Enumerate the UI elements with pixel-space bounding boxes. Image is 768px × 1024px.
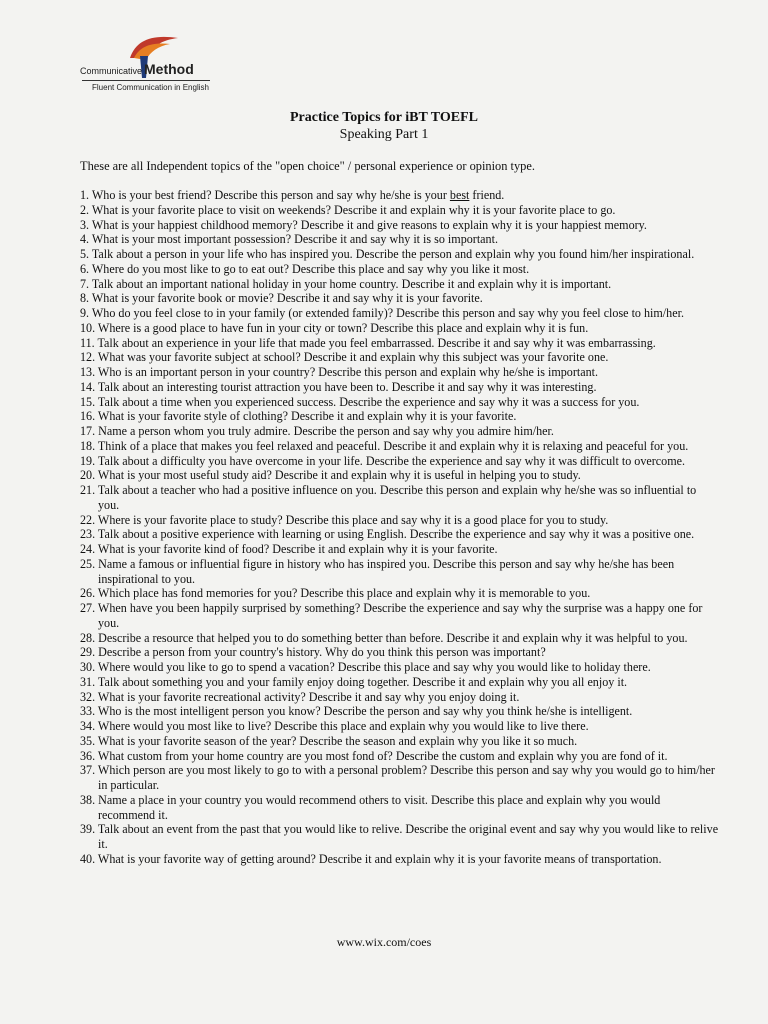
topic-item: 12. What was your favorite subject at school? Describe it and explain why this subject was your favorite one. (80, 350, 609, 365)
logo (78, 30, 218, 100)
topic-item: 23. Talk about a positive experience with learning or using English. Describe the experience and say why it was a positive one. (80, 527, 695, 542)
topic-item: 35. What is your favorite season of the year? Describe the season and explain why you like it so much. (80, 733, 578, 748)
topic-item: 16. What is your favorite style of clothing? Describe it and explain why it is your favorite. (80, 409, 517, 424)
topic-item: 40. What is your favorite way of getting around? Describe it and explain why it is your favorite means of transportation. (80, 851, 662, 866)
logo-tagline: Fluent Communication in English (92, 83, 209, 92)
topic-item: 21. Talk about a teacher who had a positive influence on you. Describe this person and explain why he/she was so influential to you. (80, 483, 697, 512)
topic-item: 20. What is your most useful study aid? Describe it and explain why it is useful in helping you to study. (80, 468, 581, 483)
topic-underlined-word: best (449, 188, 470, 202)
topic-item: 37. Which person are you most likely to go to with a personal problem? Describe this person and say why you would go to him/her in particular. (80, 763, 715, 792)
topic-item: 34. Where would you most like to live? Describe this place and explain why you would like to live there. (80, 719, 589, 733)
topic-item: 39. Talk about an event from the past that you would like to relive. Describe the original event and say why you would like to relive it. (80, 822, 719, 851)
topic-item: 31. Talk about something you and your family enjoy doing together. Describe it and explain why you all enjoy it. (80, 674, 628, 689)
page-subtitle: Speaking Part 1 (339, 127, 429, 142)
topic-item: 4. What is your most important possession? Describe it and say why it is so important. (80, 232, 498, 247)
topic-item: 26. Which place has fond memories for you? Describe this place and explain why it is memorable to you. (80, 586, 591, 601)
topic-item: 27. When have you been happily surprised by something? Describe the experience and say why the surprise was a happy one for you. (80, 601, 703, 630)
topic-text: 1. Who is your best friend? Describe this person and say why he/she is your (80, 188, 450, 202)
topic-item: 17. Name a person whom you truly admire. Describe the person and say why you admire him/her. (80, 424, 554, 438)
topic-item: 38. Name a place in your country you would recommend others to visit. Describe this place and explain why you would recommend it. (80, 792, 661, 822)
topic-item: 9. Who do you feel close to in your family (or extended family)? Describe this person and say why you feel close to him/her. (80, 306, 684, 320)
topic-item: 28. Describe a resource that helped you to do something better than before. Describe it and explain why it was helpful to you. (80, 630, 688, 645)
topic-item: 29. Describe a person from your country's history. Why do you think this person was important? (80, 645, 546, 660)
topic-item: 25. Name a famous or influential figure in history who has inspired you. Describe this person and say why he/she has been inspirational to you. (80, 556, 675, 586)
topic-item: 2. What is your favorite place to visit on weekends? Describe it and explain why it is your favorite place to go. (80, 202, 616, 217)
topic-item: 19. Talk about a difficulty you have overcome in your life. Describe the experience and say why it was difficult to overcome. (80, 453, 685, 468)
logo-left-text: Communicative (80, 66, 143, 76)
page-title: Practice Topics for iBT TOEFL (290, 110, 478, 125)
topic-item: 30. Where would you like to go to spend a vacation? Describe this place and say why you would like to holiday there. (80, 660, 651, 674)
logo-divider (82, 80, 210, 81)
topic-item: 5. Talk about a person in your life who has inspired you. Describe the person and explain why you found him/her inspirational. (80, 247, 695, 261)
logo-main-text: Method (144, 61, 194, 77)
topic-item: 18. Think of a place that makes you feel relaxed and peaceful. Describe it and explain why it is relaxing and peaceful for you. (80, 438, 689, 453)
topic-item: 36. What custom from your home country are you most fond of? Describe the custom and explain why you are fond of it. (80, 748, 668, 763)
topic-item: 22. Where is your favorite place to study? Describe this place and say why it is a good place for you to study. (80, 512, 609, 527)
topic-item: 24. What is your favorite kind of food? Describe it and explain why it is your favorite. (80, 542, 498, 556)
topic-item: 14. Talk about an interesting tourist attraction you have been to. Describe it and say why it was interesting. (80, 379, 597, 394)
topic-item: 8. What is your favorite book or movie? Describe it and say why it is your favorite. (80, 291, 483, 306)
topic-item: 32. What is your favorite recreational activity? Describe it and say why you enjoy doing it. (80, 689, 520, 704)
footer-url[interactable]: www.wix.com/coes (336, 935, 432, 949)
topic-item: 10. Where is a good place to have fun in your city or town? Describe this place and explain why it is fun. (80, 320, 589, 335)
topic-item: 7. Talk about an important national holiday in your home country. Describe it and explain why it is important. (80, 276, 612, 291)
topic-item (80, 188, 720, 203)
topic-item: 33. Who is the most intelligent person you know? Describe the person and say why you think he/she is intelligent. (80, 704, 633, 719)
topic-item: 13. Who is an important person in your country? Describe this person and explain why he/she is important. (80, 365, 599, 379)
topic-list (80, 188, 720, 867)
topic-item: 3. What is your happiest childhood memory? Describe it and give reasons to explain why it is your happiest memory. (80, 217, 647, 232)
topic-item: 6. Where do you most like to go to eat out? Describe this place and say why you like it most. (80, 261, 530, 276)
intro-text: These are all Independent topics of the "open choice" / personal experience or opinion type. (80, 159, 535, 173)
topic-item: 11. Talk about an experience in your life that made you feel embarrassed. Describe it and say why it was embarrassing. (80, 335, 656, 350)
topic-text: friend. (469, 188, 505, 202)
topic-item: 15. Talk about a time when you experienced success. Describe the experience and say why it was a success for you. (80, 394, 640, 409)
